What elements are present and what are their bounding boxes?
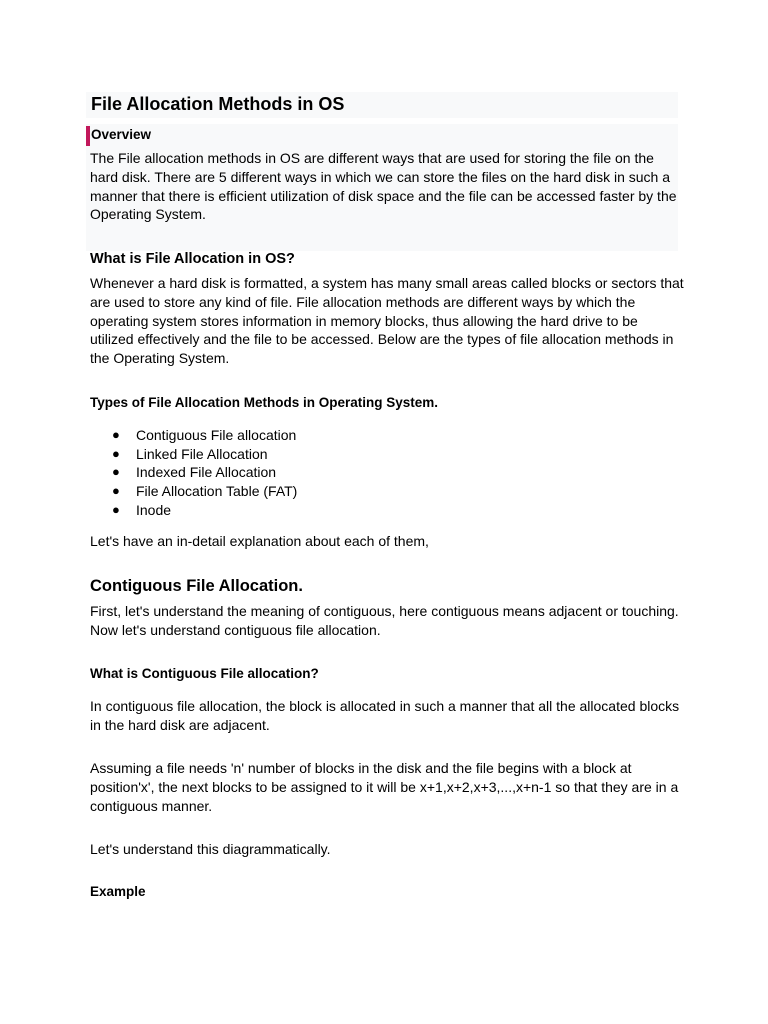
bullet-icon: ● (112, 427, 120, 442)
list-item (112, 501, 297, 520)
page-title: File Allocation Methods in OS (91, 94, 345, 114)
overview-text: The File allocation methods in OS are different ways that are used for storing the file on the hard disk. There are 5 different ways in which we can store the files on the hard disk in such a manner that there is efficient utilization of disk space and the file can be accessed faster by the Operating System. (90, 150, 677, 223)
contiguous-heading: Contiguous File Allocation. (90, 577, 303, 595)
contiguous-intro: First, let's understand the meaning of contiguous, here contiguous means adjacent or touching. Now let's understand contiguous file allocation. (90, 603, 679, 638)
overview-accent-bar (86, 126, 90, 146)
example-heading: Example (90, 884, 146, 899)
list-item (112, 482, 297, 501)
list-item-label: Inode (136, 501, 172, 518)
contiguous-paragraph-2: Assuming a file needs 'n' number of blocks in the disk and the file begins with a block at position'x', the next blocks to be assigned to it will be x+1,x+2,x+3,...,x+n-1 so that they are in a contiguous manner. (90, 760, 679, 814)
contiguous-paragraph-1: In contiguous file allocation, the block is allocated in such a manner that all the allocated blocks in the hard disk are adjacent. (90, 698, 680, 733)
bullet-icon: ● (112, 445, 120, 461)
overview-heading: Overview (91, 127, 152, 142)
contiguous-paragraph-3: Let's understand this diagrammatically. (90, 841, 331, 857)
list-item (112, 426, 297, 445)
allocation-types-list (112, 426, 297, 519)
bullet-icon: ● (112, 483, 120, 499)
what-is-text: Whenever a hard disk is formatted, a system has many small areas called blocks or sectors that are used to store any kind of file. File allocation methods are different ways by which the operating system stores information in memory blocks, thus allowing the hard drive to be utilized effectively and the file to be accessed. Below are the types of file allocation methods in the Operating System. (90, 275, 684, 367)
what-is-heading: What is File Allocation in OS? (90, 251, 295, 267)
types-followup-text: Let's have an in-detail explanation about each of them, (90, 533, 429, 549)
bullet-icon: ● (112, 464, 120, 480)
list-item (112, 445, 297, 464)
bullet-icon: ● (112, 501, 120, 517)
list-item-label: File Allocation Table (FAT) (136, 483, 298, 500)
list-item-label: Linked File Allocation (136, 445, 268, 462)
list-item (112, 463, 297, 482)
types-heading: Types of File Allocation Methods in Operating System. (90, 395, 439, 410)
list-item-label: Indexed File Allocation (136, 464, 277, 481)
list-item-label: Contiguous File allocation (136, 427, 297, 443)
contiguous-subheading: What is Contiguous File allocation? (90, 666, 319, 681)
